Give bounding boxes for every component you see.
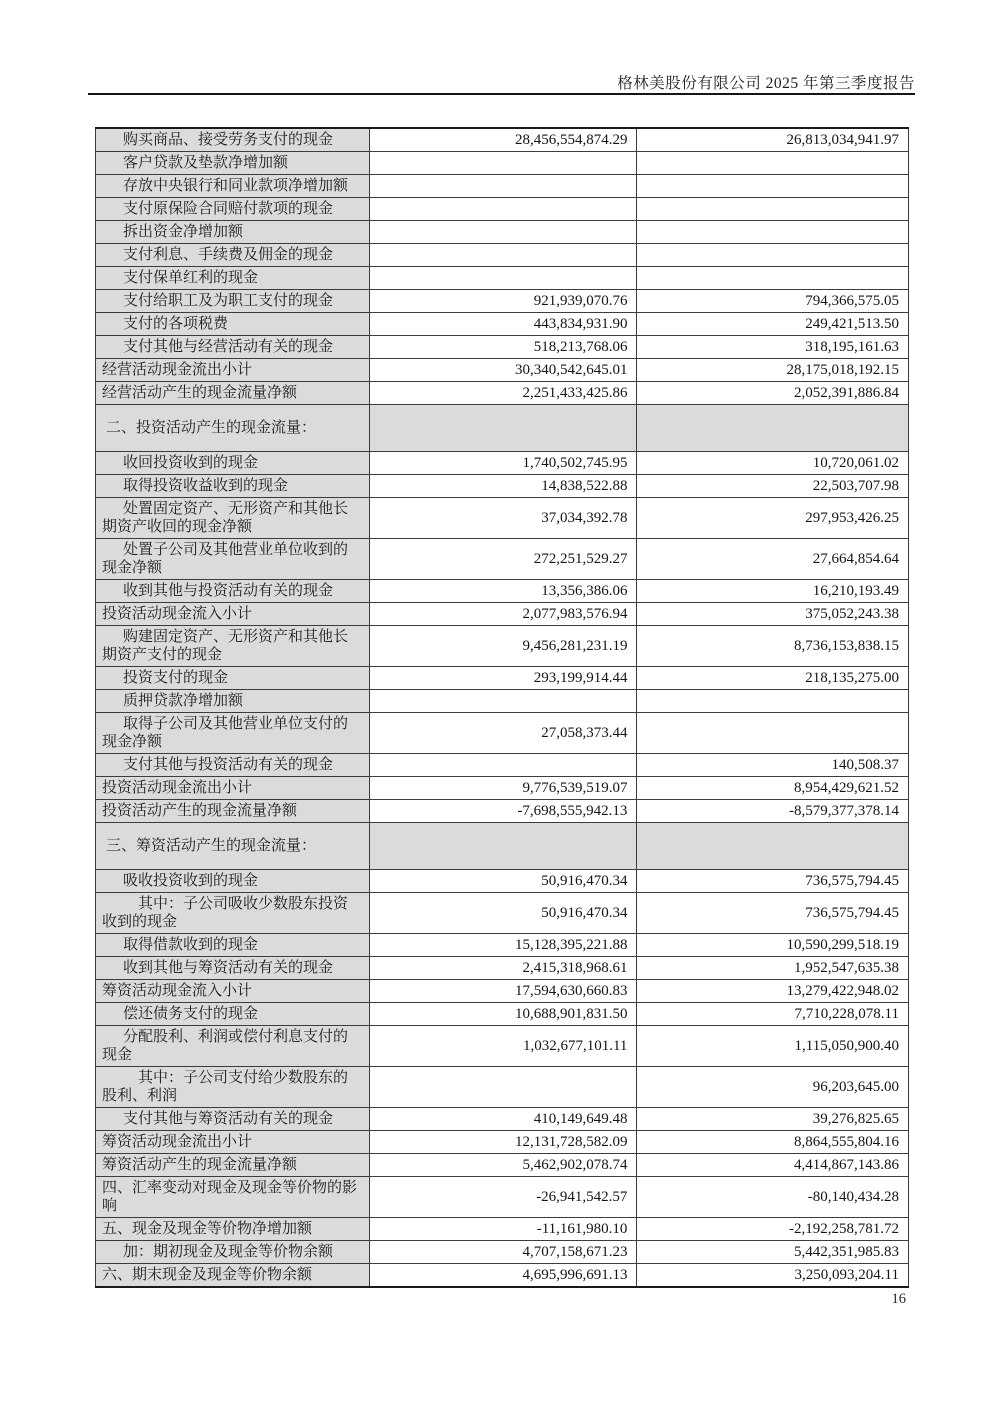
row-label: 筹资活动产生的现金流量净额	[96, 1154, 370, 1177]
prior-period-value: 27,664,854.64	[637, 539, 909, 580]
row-label: 四、汇率变动对现金及现金等价物的影响	[96, 1177, 370, 1218]
current-period-value: 518,213,768.06	[369, 336, 636, 359]
table-row	[96, 313, 909, 336]
prior-period-value: 375,052,243.38	[637, 603, 909, 626]
current-period-value: 30,340,542,645.01	[369, 359, 636, 382]
prior-period-value: 5,442,351,985.83	[637, 1241, 909, 1264]
row-label: 吸收投资收到的现金	[96, 870, 370, 893]
table-row	[96, 690, 909, 713]
table-row	[96, 452, 909, 475]
row-label: 支付给职工及为职工支付的现金	[96, 290, 370, 313]
row-label: 客户贷款及垫款净增加额	[96, 152, 370, 175]
current-period-value	[369, 244, 636, 267]
cash-flow-table-body	[96, 128, 909, 1287]
prior-period-value: 96,203,645.00	[637, 1067, 909, 1108]
section-header-row	[96, 405, 909, 452]
table-row	[96, 754, 909, 777]
prior-period-value	[637, 152, 909, 175]
current-period-value	[369, 405, 636, 452]
current-period-value: 10,688,901,831.50	[369, 1003, 636, 1026]
row-label: 取得借款收到的现金	[96, 934, 370, 957]
prior-period-value: 10,590,299,518.19	[637, 934, 909, 957]
page-number: 16	[891, 1291, 906, 1307]
current-period-value: 2,077,983,576.94	[369, 603, 636, 626]
table-row	[96, 1177, 909, 1218]
table-row	[96, 1154, 909, 1177]
current-period-value: 4,707,158,671.23	[369, 1241, 636, 1264]
row-label: 处置子公司及其他营业单位收到的现金净额	[96, 539, 370, 580]
current-period-value	[369, 754, 636, 777]
row-label: 质押贷款净增加额	[96, 690, 370, 713]
current-period-value: 1,740,502,745.95	[369, 452, 636, 475]
current-period-value: 2,415,318,968.61	[369, 957, 636, 980]
row-label: 投资活动产生的现金流量净额	[96, 800, 370, 823]
row-label: 支付其他与经营活动有关的现金	[96, 336, 370, 359]
row-label: 投资支付的现金	[96, 667, 370, 690]
table-row	[96, 152, 909, 175]
table-row	[96, 580, 909, 603]
table-row	[96, 800, 909, 823]
table-row	[96, 175, 909, 198]
row-label: 加：期初现金及现金等价物余额	[96, 1241, 370, 1264]
table-row	[96, 267, 909, 290]
prior-period-value: -8,579,377,378.14	[637, 800, 909, 823]
prior-period-value: 1,952,547,635.38	[637, 957, 909, 980]
row-label: 支付保单红利的现金	[96, 267, 370, 290]
prior-period-value	[637, 267, 909, 290]
current-period-value	[369, 1067, 636, 1108]
row-label: 存放中央银行和同业款项净增加额	[96, 175, 370, 198]
prior-period-value: 1,115,050,900.40	[637, 1026, 909, 1067]
row-label: 筹资活动现金流入小计	[96, 980, 370, 1003]
table-row	[96, 1131, 909, 1154]
prior-period-value: 8,736,153,838.15	[637, 626, 909, 667]
prior-period-value: 8,954,429,621.52	[637, 777, 909, 800]
table-row	[96, 221, 909, 244]
table-row	[96, 713, 909, 754]
row-label: 五、现金及现金等价物净增加额	[96, 1218, 370, 1241]
current-period-value	[369, 175, 636, 198]
table-row	[96, 870, 909, 893]
current-period-value	[369, 198, 636, 221]
row-label: 购建固定资产、无形资产和其他长期资产支付的现金	[96, 626, 370, 667]
table-row	[96, 603, 909, 626]
row-label: 支付其他与投资活动有关的现金	[96, 754, 370, 777]
table-row	[96, 290, 909, 313]
row-label: 经营活动产生的现金流量净额	[96, 382, 370, 405]
row-label: 支付原保险合同赔付款项的现金	[96, 198, 370, 221]
current-period-value: 4,695,996,691.13	[369, 1264, 636, 1288]
row-label: 支付其他与筹资活动有关的现金	[96, 1108, 370, 1131]
prior-period-value	[637, 713, 909, 754]
table-row	[96, 1003, 909, 1026]
row-label: 二、投资活动产生的现金流量：	[96, 405, 370, 452]
prior-period-value: 4,414,867,143.86	[637, 1154, 909, 1177]
row-label: 其中：子公司吸收少数股东投资收到的现金	[96, 893, 370, 934]
prior-period-value	[637, 175, 909, 198]
row-label: 收到其他与投资活动有关的现金	[96, 580, 370, 603]
prior-period-value: 218,135,275.00	[637, 667, 909, 690]
table-row	[96, 336, 909, 359]
cash-flow-table	[95, 127, 909, 1288]
row-label: 取得投资收益收到的现金	[96, 475, 370, 498]
table-row	[96, 359, 909, 382]
prior-period-value: 140,508.37	[637, 754, 909, 777]
current-period-value: 27,058,373.44	[369, 713, 636, 754]
table-row	[96, 1264, 909, 1288]
row-label: 收到其他与筹资活动有关的现金	[96, 957, 370, 980]
table-row	[96, 128, 909, 152]
current-period-value: 1,032,677,101.11	[369, 1026, 636, 1067]
prior-period-value	[637, 198, 909, 221]
table-row	[96, 980, 909, 1003]
current-period-value: 293,199,914.44	[369, 667, 636, 690]
header-divider	[88, 93, 915, 95]
current-period-value: 921,939,070.76	[369, 290, 636, 313]
current-period-value	[369, 152, 636, 175]
table-row	[96, 198, 909, 221]
row-label: 六、期末现金及现金等价物余额	[96, 1264, 370, 1288]
current-period-value: 50,916,470.34	[369, 893, 636, 934]
prior-period-value: 2,052,391,886.84	[637, 382, 909, 405]
prior-period-value: 39,276,825.65	[637, 1108, 909, 1131]
prior-period-value	[637, 221, 909, 244]
prior-period-value	[637, 405, 909, 452]
current-period-value: 272,251,529.27	[369, 539, 636, 580]
table-row	[96, 1241, 909, 1264]
table-row	[96, 667, 909, 690]
current-period-value: 410,149,649.48	[369, 1108, 636, 1131]
current-period-value	[369, 221, 636, 244]
table-row	[96, 1218, 909, 1241]
prior-period-value: 249,421,513.50	[637, 313, 909, 336]
table-row	[96, 382, 909, 405]
table-row	[96, 539, 909, 580]
row-label: 三、筹资活动产生的现金流量：	[96, 823, 370, 870]
prior-period-value: 297,953,426.25	[637, 498, 909, 539]
prior-period-value: 8,864,555,804.16	[637, 1131, 909, 1154]
current-period-value: 9,456,281,231.19	[369, 626, 636, 667]
table-row	[96, 1108, 909, 1131]
table-row	[96, 1067, 909, 1108]
current-period-value: 2,251,433,425.86	[369, 382, 636, 405]
row-label: 取得子公司及其他营业单位支付的现金净额	[96, 713, 370, 754]
table-row	[96, 1026, 909, 1067]
table-row	[96, 957, 909, 980]
prior-period-value: 7,710,228,078.11	[637, 1003, 909, 1026]
prior-period-value: 318,195,161.63	[637, 336, 909, 359]
current-period-value: 28,456,554,874.29	[369, 128, 636, 152]
table-row	[96, 934, 909, 957]
row-label: 其中：子公司支付给少数股东的股利、利润	[96, 1067, 370, 1108]
current-period-value: 14,838,522.88	[369, 475, 636, 498]
row-label: 分配股利、利润或偿付利息支付的现金	[96, 1026, 370, 1067]
row-label: 处置固定资产、无形资产和其他长期资产收回的现金净额	[96, 498, 370, 539]
table-row	[96, 626, 909, 667]
prior-period-value: 22,503,707.98	[637, 475, 909, 498]
current-period-value: 37,034,392.78	[369, 498, 636, 539]
row-label: 偿还债务支付的现金	[96, 1003, 370, 1026]
current-period-value: 5,462,902,078.74	[369, 1154, 636, 1177]
current-period-value: 15,128,395,221.88	[369, 934, 636, 957]
prior-period-value: 794,366,575.05	[637, 290, 909, 313]
prior-period-value: 3,250,093,204.11	[637, 1264, 909, 1288]
prior-period-value	[637, 823, 909, 870]
current-period-value	[369, 690, 636, 713]
prior-period-value: 16,210,193.49	[637, 580, 909, 603]
current-period-value: -7,698,555,942.13	[369, 800, 636, 823]
table-row	[96, 244, 909, 267]
row-label: 收回投资收到的现金	[96, 452, 370, 475]
row-label: 筹资活动现金流出小计	[96, 1131, 370, 1154]
row-label: 投资活动现金流入小计	[96, 603, 370, 626]
prior-period-value: 736,575,794.45	[637, 870, 909, 893]
prior-period-value	[637, 244, 909, 267]
current-period-value: 12,131,728,582.09	[369, 1131, 636, 1154]
current-period-value: 9,776,539,519.07	[369, 777, 636, 800]
row-label: 拆出资金净增加额	[96, 221, 370, 244]
prior-period-value	[637, 690, 909, 713]
table-row	[96, 893, 909, 934]
table-row	[96, 475, 909, 498]
row-label: 支付利息、手续费及佣金的现金	[96, 244, 370, 267]
prior-period-value: 13,279,422,948.02	[637, 980, 909, 1003]
table-row	[96, 498, 909, 539]
row-label: 经营活动现金流出小计	[96, 359, 370, 382]
current-period-value: -26,941,542.57	[369, 1177, 636, 1218]
current-period-value	[369, 267, 636, 290]
current-period-value: 443,834,931.90	[369, 313, 636, 336]
row-label: 购买商品、接受劳务支付的现金	[96, 128, 370, 152]
current-period-value	[369, 823, 636, 870]
current-period-value: 17,594,630,660.83	[369, 980, 636, 1003]
report-header-title: 格林美股份有限公司 2025 年第三季度报告	[617, 75, 915, 92]
cash-flow-statement-table	[95, 127, 909, 1288]
prior-period-value: -2,192,258,781.72	[637, 1218, 909, 1241]
prior-period-value: 10,720,061.02	[637, 452, 909, 475]
current-period-value: 13,356,386.06	[369, 580, 636, 603]
row-label: 支付的各项税费	[96, 313, 370, 336]
prior-period-value: 736,575,794.45	[637, 893, 909, 934]
current-period-value: -11,161,980.10	[369, 1218, 636, 1241]
section-header-row	[96, 823, 909, 870]
prior-period-value: 26,813,034,941.97	[637, 128, 909, 152]
table-row	[96, 777, 909, 800]
row-label: 投资活动现金流出小计	[96, 777, 370, 800]
current-period-value: 50,916,470.34	[369, 870, 636, 893]
prior-period-value: 28,175,018,192.15	[637, 359, 909, 382]
prior-period-value: -80,140,434.28	[637, 1177, 909, 1218]
